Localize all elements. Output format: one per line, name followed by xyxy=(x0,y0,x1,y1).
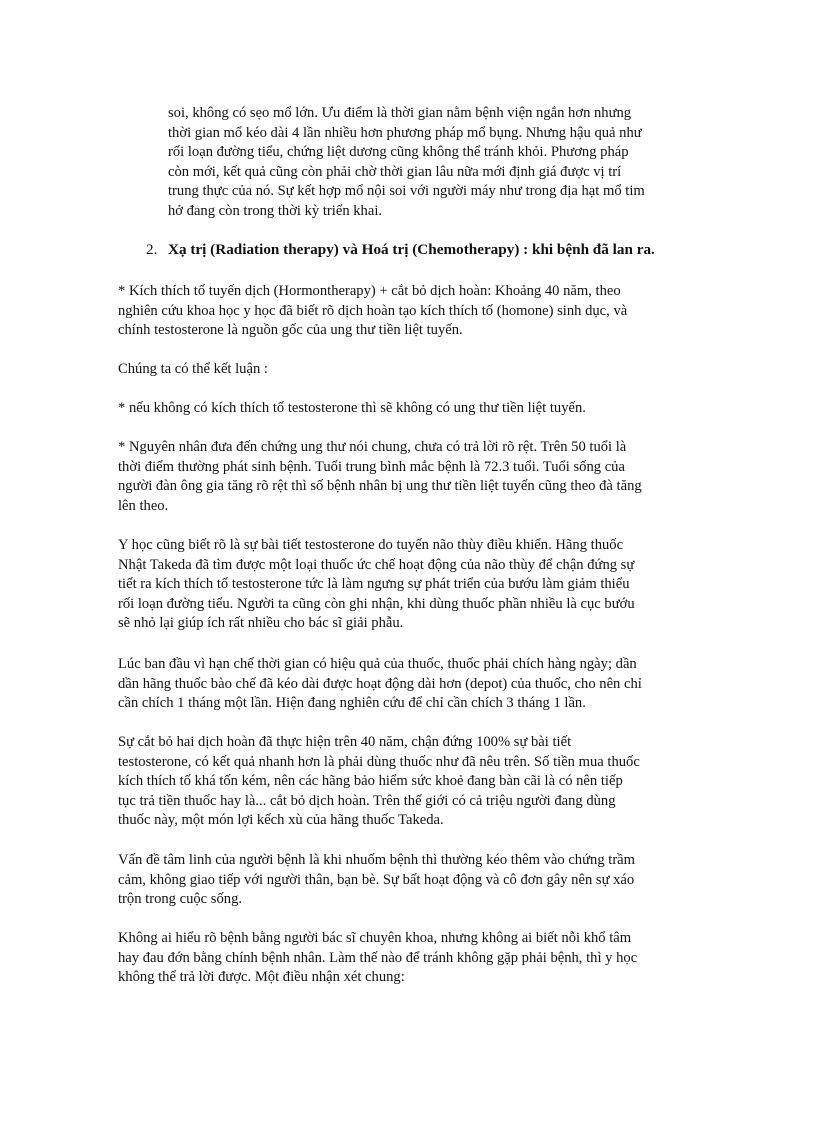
text-line: soi, không có sẹo mổ lớn. Ưu điểm là thời gian nằm bệnh viện ngắn hơn nhưng xyxy=(168,105,632,121)
text-line: sẽ nhỏ lại giúp ích rất nhiều cho bác sĩ giải phẫu. xyxy=(118,615,404,632)
text-line: cảm, không giao tiếp với người thân, bạn bè. Sự bất hoạt động và cô đơn gây nên sự xáo xyxy=(118,871,635,888)
text-line: Không ai hiểu rõ bệnh bằng người bác sĩ chuyên khoa, nhưng không ai biết nỗi khổ tâm xyxy=(118,930,632,946)
paragraph-hormone-therapy xyxy=(118,282,627,341)
text-line: cần chích 1 tháng một lần. Hiện đang nghiên cứu để chỉ cần chích 3 tháng 1 lần. xyxy=(118,695,586,712)
paragraph-closing xyxy=(118,929,637,988)
paragraph-psychology xyxy=(118,851,635,910)
text-line: còn mới, kết quả cũng còn phải chờ thời gian lâu nữa mới định giá được vị trí xyxy=(168,163,622,180)
text-line: thời điểm thường phát sinh bệnh. Tuổi trung bình mắc bệnh là 72.3 tuổi. Tuổi sống của xyxy=(118,458,625,475)
text-line: tục trả tiền thuốc hay là... cắt bỏ dịch hoàn. Trên thế giới có cả triệu người đang dùng xyxy=(118,792,616,809)
text-line: * Kích thích tố tuyến dịch (Hormontherapy) + cắt bỏ dịch hoàn: Khoảng 40 năm, theo xyxy=(118,283,621,299)
text-line: Nhật Takeda đã tìm được một loại thuốc ức chế hoạt động của não thùy để chận đứng sự xyxy=(118,556,635,573)
text-line: trộn trong cuộc sống. xyxy=(118,891,243,908)
text-line: không thể trả lời được. Một điều nhận xét chung: xyxy=(118,969,405,986)
paragraph-testosterone-note xyxy=(118,399,586,419)
text-line: rối loạn đường tiểu, chứng liệt dương cũng không thể tránh khỏi. Phương pháp xyxy=(168,144,629,161)
text-line: thuốc này, một món lợi kếch xù của hãng thuốc Takeda. xyxy=(118,812,444,829)
paragraph-conclusion-intro xyxy=(118,360,268,380)
text-line: thời gian mổ kéo dài 4 lần nhiều hơn phương pháp mổ bụng. Nhưng hậu quả như xyxy=(168,124,642,141)
text-line: tiết ra kích thích tố testosterone tức là làm ngưng sự phát triển của bướu làm giảm thiểu xyxy=(118,576,630,593)
section-heading xyxy=(146,240,655,260)
text-line: chính testosterone là nguồn gốc của ung thư tiền liệt tuyến. xyxy=(118,322,463,339)
paragraph-takeda-drug xyxy=(118,536,635,634)
text-line: * nếu không có kích thích tố testosterone thì sẽ không có ung thư tiền liệt tuyến. xyxy=(118,400,586,416)
paragraph-injection-schedule xyxy=(118,655,642,714)
text-line: hở đang còn trong thời kỳ triển khai. xyxy=(168,202,383,219)
section-number: 2. xyxy=(146,241,158,258)
text-line: testosterone, có kết quả nhanh hơn là phải dùng thuốc như đã nêu trên. Số tiền mua thuốc xyxy=(118,753,640,770)
paragraph-orchiectomy xyxy=(118,733,640,831)
text-line: Sự cắt bỏ hai dịch hoàn đã thực hiện trên 40 năm, chận đứng 100% sự bài tiết xyxy=(118,734,572,750)
section-title: Xạ trị (Radiation therapy) và Hoá trị (Chemotherapy) : khi bệnh đã lan ra. xyxy=(168,241,655,258)
text-line: Y học cũng biết rõ là sự bài tiết testosterone do tuyến não thùy điều khiển. Hãng thuốc xyxy=(118,537,624,553)
text-line: Lúc ban đầu vì hạn chế thời gian có hiệu quả của thuốc, thuốc phải chích hàng ngày; dần xyxy=(118,656,637,672)
continuation-paragraph xyxy=(168,104,645,222)
text-line: nghiên cứu khoa học y học đã biết rõ dịch hoàn tạo kích thích tố (homone) sinh dục, và xyxy=(118,302,628,319)
text-line: rối loạn đường tiểu. Người ta cũng còn ghi nhận, khi dùng thuốc phần nhiều là cục bướu xyxy=(118,595,635,612)
text-line: người đàn ông gia tăng rõ rệt thì số bệnh nhân bị ung thư tiền liệt tuyến cũng theo đà tăng xyxy=(118,478,642,495)
text-line: dần hãng thuốc bào chế đã kéo dài được hoạt động dài hơn (depot) của thuốc, cho nên chỉ xyxy=(118,675,642,692)
text-line: lên theo. xyxy=(118,497,169,514)
text-line: kích thích tố khá tốn kém, nên các hãng bảo hiểm sức khoẻ đang bàn cãi là có nên tiếp xyxy=(118,773,623,790)
text-line: * Nguyên nhân đưa đến chứng ung thư nói chung, chưa có trả lời rõ rệt. Trên 50 tuổi là xyxy=(118,439,627,455)
paragraph-cause xyxy=(118,438,642,516)
text-line: Chúng ta có thể kết luận : xyxy=(118,361,268,377)
text-line: hay đau đớn bằng chính bệnh nhân. Làm thế nào để tránh không gặp phải bệnh, thì y học xyxy=(118,949,638,966)
text-line: trung thực của nó. Sự kết hợp mổ nội soi với người máy như trong địa hạt mổ tim xyxy=(168,183,645,200)
text-line: Vấn đề tâm linh của người bệnh là khi nhuốm bệnh thì thường kéo thêm vào chứng trầm xyxy=(118,852,636,868)
